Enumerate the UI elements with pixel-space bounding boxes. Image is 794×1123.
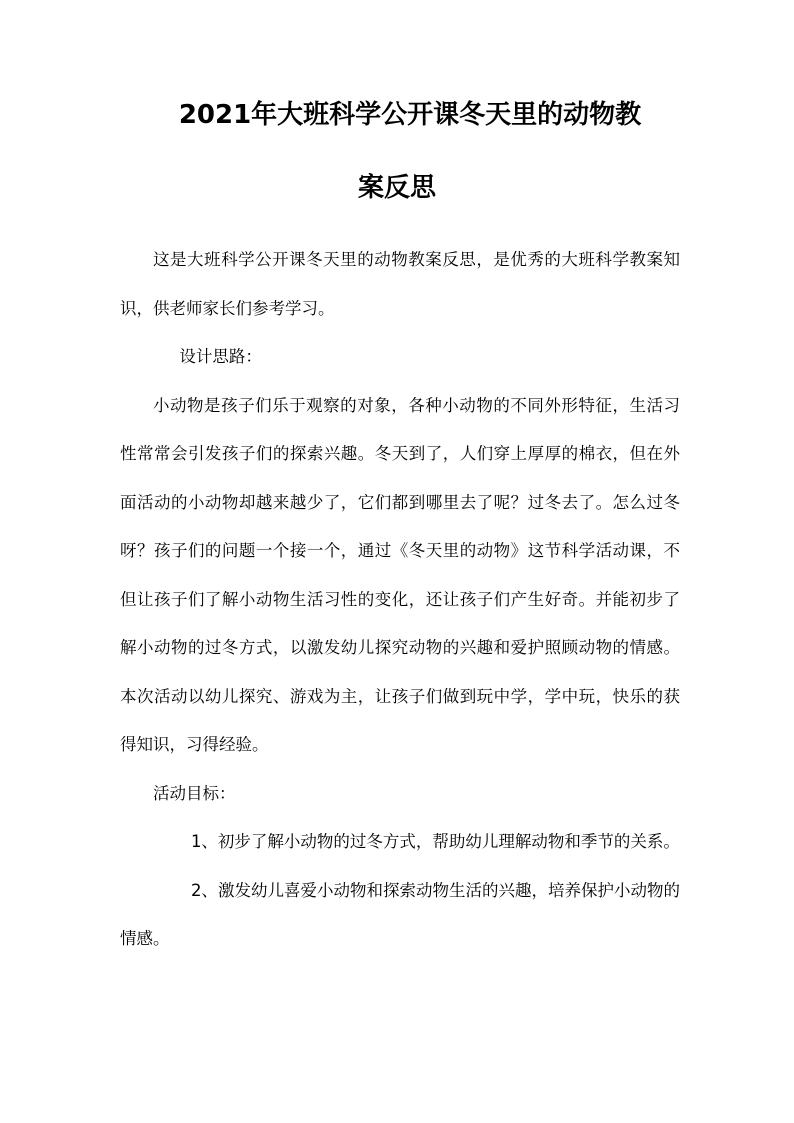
document-title-line-1: 2021年大班科学公开课冬天里的动物教 (178, 100, 642, 130)
design-paragraph: 小动物是孩子们乐于观察的对象，各种小动物的不同外形特征，生活习性常常会引发孩子们的探索兴趣。冬天到了，人们穿上厚厚的棉衣，但在外面活动的小动物却越来越少了，它们都到哪里去了呢？过冬去了。怎么过冬呀？孩子们的问题一个接一个，通过《冬天里的动物》这节科学活动课，不但让孩子们了解小动物生活习性的变化，还让孩子们产生好奇。并能初步了解小动物的过冬方式，以激发幼儿探究动物的兴趣和爱护照顾动物的情感。本次活动以幼儿探究、游戏为主，让孩子们做到玩中学，学中玩，快乐的获得知识，习得经验。 (120, 395, 680, 754)
objective-item-2: 2、激发幼儿喜爱小动物和探索动物生活的兴趣，培养保护小动物的情感。 (120, 880, 680, 948)
intro-paragraph: 这是大班科学公开课冬天里的动物教案反思，是优秀的大班科学教案知识，供老师家长们参考学习。 (120, 250, 680, 318)
document-body (120, 236, 680, 964)
objective-item-1: 1、初步了解小动物的过冬方式，帮助幼儿理解动物和季节的关系。 (190, 832, 680, 851)
document-title-line-2: 案反思 (357, 173, 436, 203)
design-heading: 设计思路： (179, 347, 262, 366)
objectives-heading: 活动目标： (153, 783, 236, 803)
